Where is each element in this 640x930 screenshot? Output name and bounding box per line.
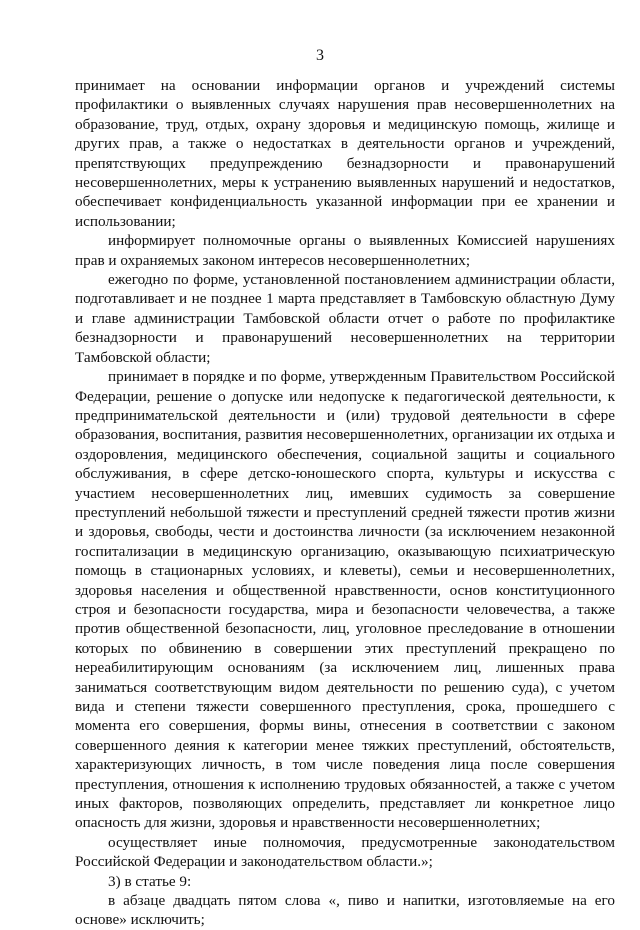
paragraph-submits-measures: принимает на основании информации органов и учреждений системы профилактики о выявленных случаях нарушения прав несовершеннолетних на образование, труд, отдых, охрану здоровья и медицинскую помощь, жилище и других прав, а также о недостатках в деятельности органов и учреждений, препятствующих предупреждению безнадзорности и правонарушений несовершеннолетних, меры к устранению выявленных нарушений и недостатков, обеспечивает конфиденциальность указанной информации при ее хранении и использовании; [75,77,615,230]
paragraph-exclude-words: в абзаце двадцать пятом слова «, пиво и напитки, изготовляемые на его основе» исключить; [75,892,615,929]
paragraph-other-powers: осуществляет иные полномочия, предусмотренные законодательством Российской Федерации и законодательством области.»; [75,833,615,871]
document-body [75,76,615,930]
page-number: 3 [316,47,324,64]
paragraph-admission-decision: принимает в порядке и по форме, утвержденным Правительством Российской Федерации, решение о допуске или недопуске к педагогической деятельности, к предпринимательской деятельности и (или) трудовой деятельности в сфере образования, воспитания, развития несовершеннолетних, организации их отдыха и оздоровления, медицинского обеспечения, социальной защиты и социального обслуживания, в сфере детско-юношеского спорта, культуры и искусства с участием несовершеннолетних лиц, имевших судимость за совершение преступлений небольшой тяжести и преступлений средней тяжести против жизни и здоровья, свободы, чести и достоинства личности (за исключением незаконной госпитализации в медицинскую организацию, оказывающую психиатрическую помощь в стационарных условиях, и клеветы), семьи и несовершеннолетних, здоровья населения и общественной нравственности, основ конституционного строя и безопасности государства, мира и безопасности человечества, а также против общественной безопасности, лиц, уголовное преследование в отношении которых по обвинению в совершении этих преступлений прекращено по нереабилитирующим основаниям (за исключением лиц, лишенных права заниматься соответствующим видом деятельности по решению суда), с учетом вида и степени тяжести совершенного преступления, срока, прошедшего с момента его совершения, формы вины, отнесения в соответствии с законом совершенного деяния к категории менее тяжких преступлений, обстоятельств, характеризующих личность, в том числе поведения лица после совершения преступления, отношения к исполнению трудовых обязанностей, а также с учетом иных факторов, позволяющих определить, представляет ли конкретное лицо опасность для жизни, здоровья и нравственности несовершеннолетних; [75,368,615,832]
paragraph-informs-authorities: информирует полномочные органы о выявленных Комиссией нарушениях прав и охраняемых законом интересов несовершеннолетних; [75,232,615,269]
paragraph-annual-report: ежегодно по форме, установленной постановлением администрации области, подготавливает и не позднее 1 марта представляет в Тамбовскую областную Думу и главе администрации Тамбовской области отчет о работе по профилактике безнадзорности и правонарушений несовершеннолетних на территории Тамбовской области; [75,271,615,366]
paragraph-article-9: 3) в статье 9: [108,872,192,890]
